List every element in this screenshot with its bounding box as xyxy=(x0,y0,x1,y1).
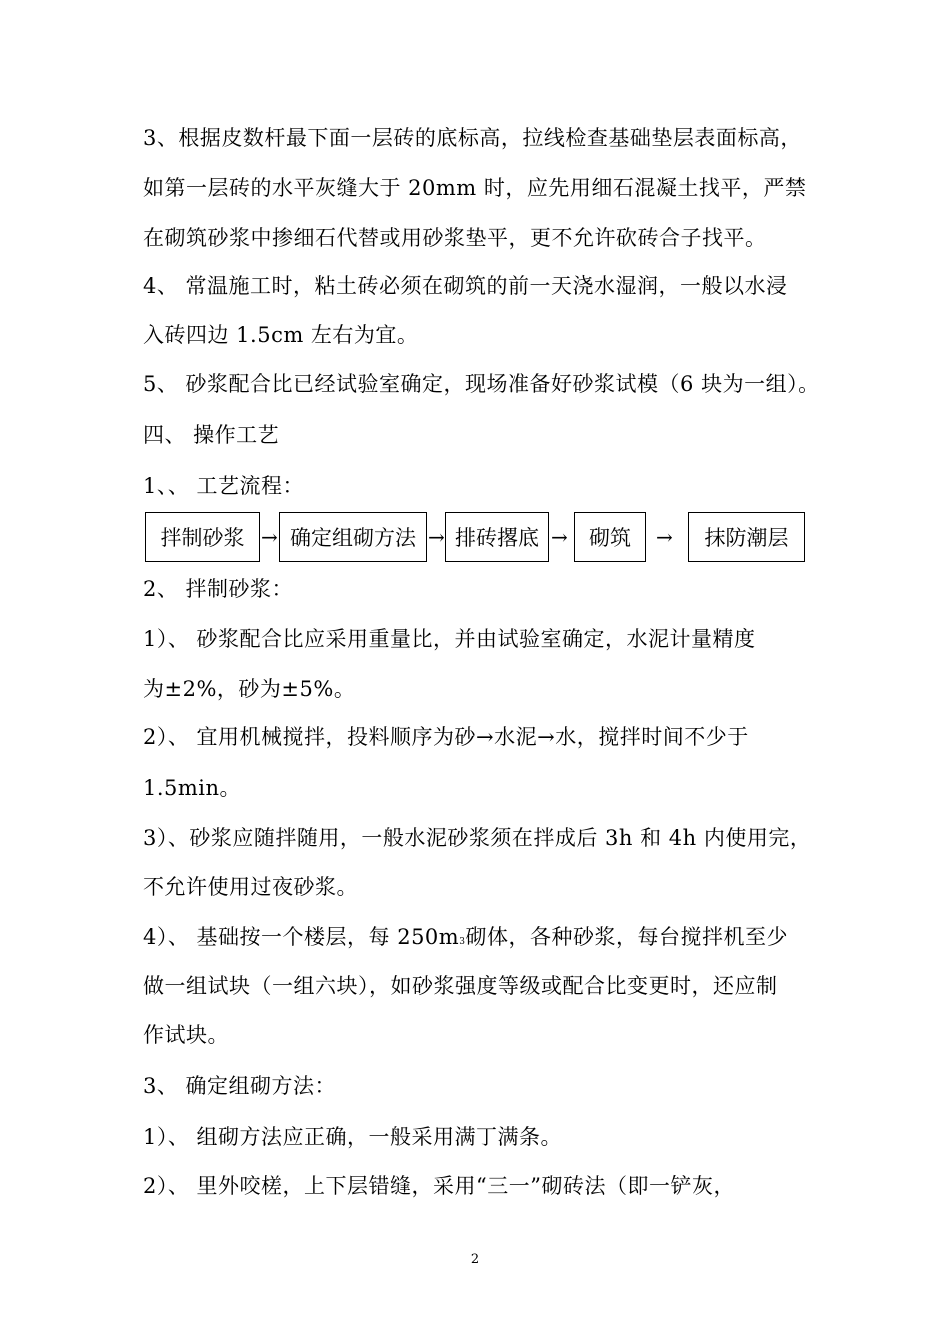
text-segment: 4）、 基础按一个楼层，每 250m xyxy=(143,925,460,949)
text-segment: 砌体，各种砂浆，每台搅拌机至少 xyxy=(465,925,788,949)
text-line: 1）、 砂浆配合比应采用重量比，并由试验室确定，水泥计量精度 xyxy=(143,627,756,651)
subsection-heading: 3、 确定组砌方法： xyxy=(143,1074,337,1098)
text-line: 做一组试块（一组六块），如砂浆强度等级或配合比变更时，还应制 xyxy=(143,974,778,998)
section-heading: 四、 操作工艺 xyxy=(143,423,280,447)
text-line: 3）、砂浆应随拌随用，一般水泥砂浆须在拌成后 3h 和 4h 内使用完， xyxy=(143,826,812,850)
process-flowchart xyxy=(145,512,805,566)
flow-arrow-icon: → xyxy=(551,525,568,549)
text-line: 在砌筑砂浆中掺细石代替或用砂浆垫平，更不允许砍砖合子找平。 xyxy=(143,226,767,250)
flow-step-box: 拌制砂浆 xyxy=(145,512,260,562)
text-line: 入砖四边 1.5cm 左右为宜。 xyxy=(143,323,419,347)
text-line: 如第一层砖的水平灰缝大于 20mm 时，应先用细石混凝土找平，严禁 xyxy=(143,176,807,200)
text-line: 为±2%，砂为±5%。 xyxy=(143,677,356,701)
text-line: 3、根据皮数杆最下面一层砖的底标高，拉线检查基础垫层表面标高， xyxy=(143,126,802,150)
text-line: 4、 常温施工时，粘土砖必须在砌筑的前一天浇水湿润，一般以水浸 xyxy=(143,274,788,298)
flow-arrow-icon: → xyxy=(656,525,673,549)
page-number: 2 xyxy=(470,1252,480,1267)
text-line: 不允许使用过夜砂浆。 xyxy=(143,875,358,899)
flow-arrow-icon: → xyxy=(261,525,278,549)
text-line: 2）、 里外咬槎，上下层错缝，采用“三一”砌砖法（即一铲灰， xyxy=(143,1174,736,1198)
text-line: 作试块。 xyxy=(143,1023,229,1047)
text-line: 2）、 宜用机械搅拌，投料顺序为砂→水泥→水，搅拌时间不少于 xyxy=(143,725,749,749)
text-line: 5、 砂浆配合比已经试验室确定，现场准备好砂浆试模（6 块为一组）。 xyxy=(143,372,820,396)
flow-arrow-icon: → xyxy=(428,525,445,549)
text-line: 1.5min。 xyxy=(143,776,242,800)
flow-step-box: 抹防潮层 xyxy=(688,512,805,562)
text-line xyxy=(143,924,788,955)
flow-step-box: 确定组砌方法 xyxy=(279,512,427,562)
unit-superscript: 3 xyxy=(459,937,466,947)
flow-step-box: 排砖撂底 xyxy=(445,512,549,562)
subsection-heading: 1、、 工艺流程： xyxy=(143,474,305,498)
subsection-heading: 2、 拌制砂浆： xyxy=(143,577,294,601)
flow-step-box: 砌筑 xyxy=(574,512,646,562)
text-line: 1）、 组砌方法应正确，一般采用满丁满条。 xyxy=(143,1125,563,1149)
